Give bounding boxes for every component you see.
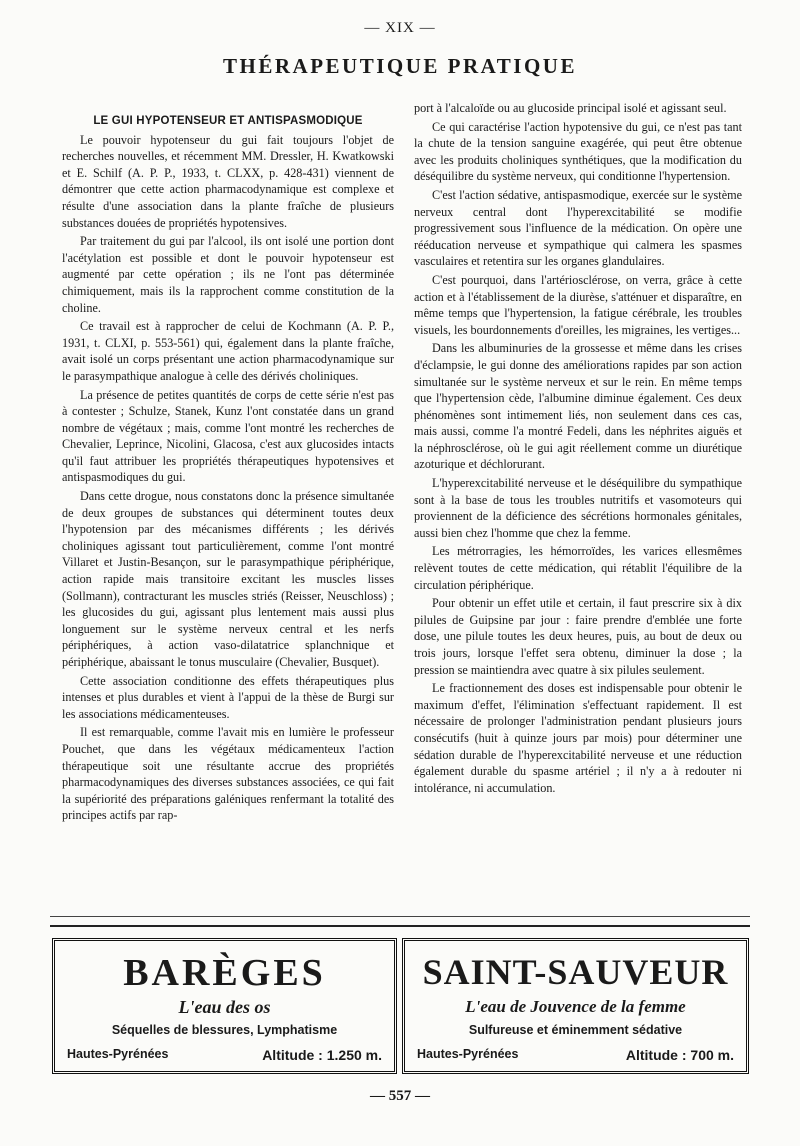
paragraph: Ce travail est à rapprocher de celui de Kochmann (A. P. P., 1931, t. CLXI, p. 553-561) qui, également dans la plante fraîche, avait isolé un corps présentant une action pharmacodynamique sur le parasympathique analogue à celle des dérivés choliniques. [62, 319, 394, 383]
paragraph: Cette association conditionne des effets thérapeutiques plus intenses et plus durables et vient à l'appui de la thèse de Burgi sur les associations médicamenteuses. [62, 673, 394, 721]
ad-bareges-altitude: Altitude : 1.250 m. [262, 1047, 382, 1063]
ad-bareges-slogan: L'eau des os [178, 997, 271, 1017]
paragraph: C'est l'action sédative, antispasmodique, exercée sur le système nerveux central dont l'hyperexcitabilité se modifie progressivement sous l'influence de la médication. On opère une rééducation nerveuse et sympathique qui calmera les spasmes vasculaires et retentira sur les organes glandulaires. [414, 187, 742, 269]
ad-saint-sauveur-info-row [417, 1047, 734, 1063]
ad-bareges-subtitle: Séquelles de blessures, Lymphatisme [111, 1023, 338, 1037]
paragraph: Il est remarquable, comme l'avait mis en lumière le professeur Pouchet, que dans les végétaux médicamenteux l'action thérapeutique soit une résultante accrue des propriétés pharmacodynamiques des diverses substances associées, ce qui fait la supériorité des préparations galéniques renfermant la totalité des principes actifs par rap- [62, 725, 394, 823]
article-title: LE GUI HYPOTENSEUR ET ANTISPASMODIQUE [93, 115, 363, 127]
article-left-column [62, 100, 394, 826]
paragraph: Ce qui caractérise l'action hypotensive du gui, ce n'est pas tant la chute de la tension sanguine exagérée, qui peut être obtenue avec les produits choliniques synthétiques, que la modification du déséquilibre du système nerveux, qui conditionne l'hypertension. [414, 119, 742, 184]
paragraph: L'hyperexcitabilité nerveuse et le déséquilibre du sympathique sont à la base de tous les troubles nutritifs et vasomoteurs qui proviennent de la déficience des sécrétions hormonales génitales, aussi bien chez l'homme que chez la femme. [414, 476, 742, 540]
paragraph: C'est pourquoi, dans l'artériosclérose, on verra, grâce à cette action et à l'établissement de la diurèse, s'atténuer et disparaître, en même temps que l'hypertension, la fatigue cérébrale, les troubles visuels, les bourdonnements d'oreilles, les migraines, les vertiges... [414, 272, 742, 337]
ad-bareges [52, 938, 397, 1074]
paragraph: Les métrorragies, les hémorroïdes, les varices ellesmêmes relèvent toutes de cette médication, qui rétablit l'équilibre de la circulation périphérique. [414, 544, 742, 592]
ad-bareges-region: Hautes-Pyrénées [67, 1047, 169, 1061]
ad-saint-sauveur-altitude: Altitude : 700 m. [625, 1047, 734, 1063]
ad-saint-sauveur [402, 938, 749, 1074]
ad-bareges-name: BARÈGES [123, 952, 326, 994]
ad-saint-sauveur-slogan: L'eau de Jouvence de la femme [465, 997, 686, 1016]
page-roman-numeral: — XIX — [364, 20, 436, 36]
paragraph: Dans cette drogue, nous constatons donc la présence simultanée de deux groupes de substances qui déterminent toutes deux l'hypotension par des mécanismes différents ; les dérivés choliniques agissant tout particulièrement, comme l'ont montré Villaret et Justin-Besançon, sur le parasympathique périphérique, action rapide mais transitoire excitant les muscles lisses (Sollmann), contracturant les muscles striés (Reisser, Neuschloss) ; les glucosides du gui, agissant plus lentement mais aussi plus longuement sur le système nerveux central et les nerfs périphériques, à action vaso-dilatatrice splanchnique et périphérique, abaissant le tonus musculaire (Chevalier, Busquet). [62, 489, 394, 669]
paragraph: Pour obtenir un effet utile et certain, il faut prescrire six à dix pilules de Guipsine par jour : faire prendre d'emblée une forte dose, une pilule toutes les deux heures, puis, au bout de deux ou trois jours, lorsque l'effet sera obtenu, diminuer la dose ; la pression se maintiendra avec quatre à six pilules seulement. [414, 596, 742, 677]
paragraph: Le fractionnement des doses est indispensable pour obtenir le maximum d'effet, l'élimination s'effectuant rapidement. Il est nécessaire de prolonger l'administration pendant plusieurs jours consécutifs (huit à quinze jours par mois) pour déterminer une sédation durable de l'hyperexcitabilité nerveuse et une réduction également durable du spasme artériel ; il n'y a à redouter ni intolérance, ni accumulation. [414, 681, 742, 795]
divider-thick [50, 925, 750, 927]
paragraph: Dans les albuminuries de la grossesse et même dans les crises d'éclampsie, le gui donne des améliorations rapides par son action simultanée sur le système nerveux et sur le rein. En même temps que l'hypertension cède, l'albumine diminue également. Ces deux phénomènes sont intimement liés, non seulement dans ces cas, mais aussi, comme l'a montré Fedeli, dans les néphrites aiguës et la néphrosclérose, où le gui agit réellement comme un diurétique azoturique et déchlorurant. [414, 341, 742, 472]
paragraph: Par traitement du gui par l'alcool, ils ont isolé une portion dont l'acétylation est possible et dont le pouvoir hypotenseur est augmenté par cette opération ; ils ne l'ont pas déterminée chimiquement, mais ils la rapprochent comme constitution de la choline. [62, 234, 394, 315]
section-title: THÉRAPEUTIQUE PRATIQUE [223, 54, 577, 78]
ad-saint-sauveur-subtitle: Sulfureuse et éminemment sédative [468, 1023, 683, 1037]
paragraph: Le pouvoir hypotenseur du gui fait toujours l'objet de recherches nouvelles, et récemment MM. Dressler, H. Kwatkowski et E. Schilf (A. P. P., 1933, t. CLXX, p. 428-431) viennent de démontrer que cette action pharmacodynamique est complexe et résulte d'une association dans la plante fraîche de plusieurs substances douées de propriétés hypotensives. [62, 132, 394, 230]
ad-saint-sauveur-region: Hautes-Pyrénées [417, 1047, 519, 1061]
paragraph: port à l'alcaloïde ou au glucoside principal isolé et agissant seul. [414, 101, 727, 115]
paragraph: La présence de petites quantités de corps de cette série n'est pas à contester ; Schulze, Stanek, Kunz l'ont constatée dans un grand nombre de végétaux ; mais, comme l'ont montré les recherches de Chevalier, Leprince, Nicolini, Glacosa, c'est aux glucosides intacts qu'il faut attribuer les propriétés thérapeutiques hypotensives et antispasmodiques du gui. [62, 387, 394, 485]
ad-saint-sauveur-name: SAINT-SAUVEUR [422, 952, 729, 992]
article-right-column [414, 100, 742, 798]
ad-bareges-info-row [67, 1047, 382, 1063]
page-number: — 557 — [370, 1088, 430, 1104]
divider-thin [50, 916, 750, 917]
